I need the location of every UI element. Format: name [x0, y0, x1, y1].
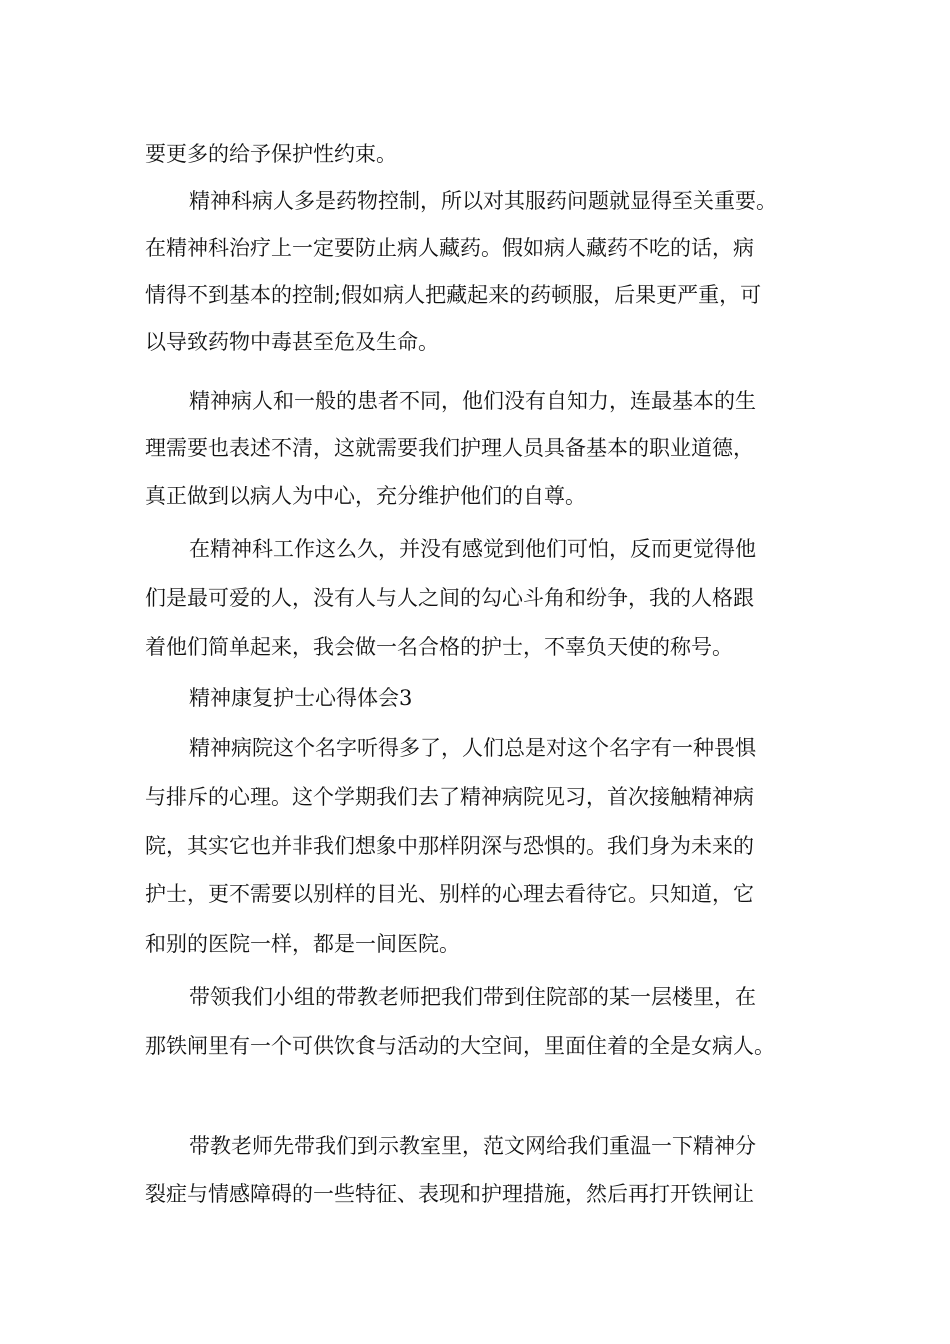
text-line: 院，其实它也并非我们想象中那样阴深与恐惧的。我们身为未来的 — [145, 834, 754, 858]
paragraph-first-line: 精神病院这个名字听得多了，人们总是对这个名字有一种畏惧 — [189, 736, 756, 760]
text-line: 护士，更不需要以别样的目光、别样的心理去看待它。只知道，它 — [145, 882, 754, 906]
text-line: 们是最可爱的人，没有人与人之间的勾心斗角和纷争，我的人格跟 — [145, 586, 754, 610]
paragraph-first-line: 带领我们小组的带教老师把我们带到住院部的某一层楼里，在 — [189, 985, 756, 1009]
paragraph-first-line: 带教老师先带我们到示教室里，范文网给我们重温一下精神分 — [189, 1134, 756, 1158]
text-line: 与排斥的心理。这个学期我们去了精神病院见习，首次接触精神病 — [145, 785, 754, 809]
text-line: 以导致药物中毒甚至危及生命。 — [145, 330, 439, 354]
text-line: 和别的医院一样，都是一间医院。 — [145, 932, 460, 956]
text-line: 理需要也表述不清，这就需要我们护理人员具备基本的职业道德， — [145, 436, 754, 460]
paragraph-first-line: 在精神科工作这么久，并没有感觉到他们可怕，反而更觉得他 — [189, 537, 756, 561]
text-line: 真正做到以病人为中心，充分维护他们的自尊。 — [145, 484, 586, 508]
text-line: 裂症与情感障碍的一些特征、表现和护理措施，然后再打开铁闸让 — [145, 1182, 754, 1206]
paragraph-first-line: 精神病人和一般的患者不同，他们没有自知力，连最基本的生 — [189, 389, 756, 413]
section-heading: 精神康复护士心得体会3 — [189, 686, 413, 710]
text-line: 情得不到基本的控制;假如病人把藏起来的药顿服，后果更严重，可 — [145, 283, 762, 307]
text-line: 着他们简单起来，我会做一名合格的护士，不辜负天使的称号。 — [145, 635, 733, 659]
paragraph-first-line: 精神科病人多是药物控制，所以对其服药问题就显得至关重要。 — [189, 189, 777, 213]
text-line: 在精神科治疗上一定要防止病人藏药。假如病人藏药不吃的话，病 — [145, 236, 754, 260]
text-line: 要更多的给予保护性约束。 — [145, 142, 397, 166]
text-line: 那铁闸里有一个可供饮食与活动的大空间，里面住着的全是女病人。 — [145, 1034, 775, 1058]
